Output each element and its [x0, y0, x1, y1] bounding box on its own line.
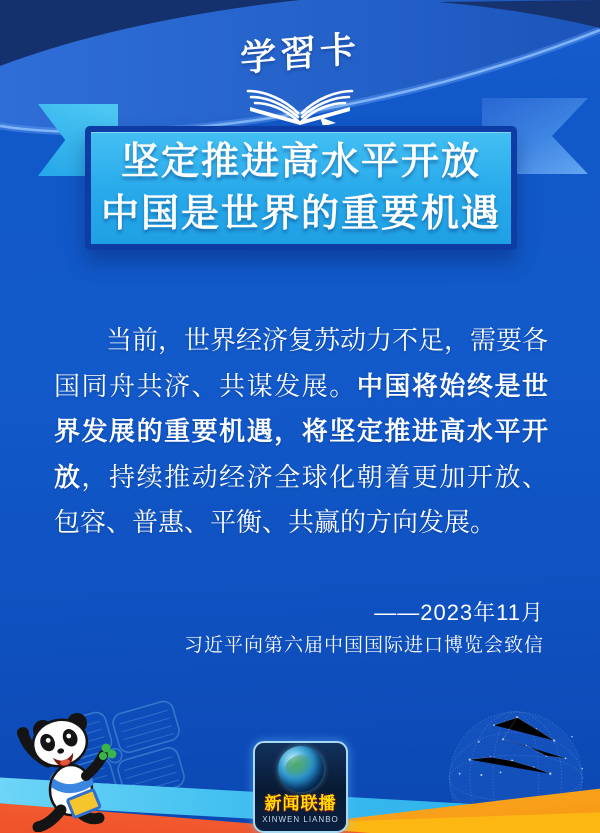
quote-text-bold: 中国将始终是世界发展的重要机遇，将坚定推进高水平开放	[54, 370, 548, 492]
title-banner	[85, 126, 517, 250]
quote-paragraph	[54, 318, 548, 546]
xinwen-lianbo-subtitle: XINWEN LIANBO	[262, 815, 339, 824]
earth-icon	[278, 746, 324, 792]
panda-mascot-icon	[14, 706, 126, 832]
attribution-source: 习近平向第六届中国国际进口博览会致信	[183, 635, 544, 656]
study-card-logo-text: 学習卡	[239, 27, 361, 80]
xinwen-lianbo-title: 新闻联播	[264, 794, 337, 813]
title-line-2: 中国是世界的重要机遇	[100, 193, 501, 235]
quote-text-normal-1: 当前，世界经济复苏动力不足，需要各国同舟共济、共谋发展。	[54, 325, 549, 401]
ribbon-title-banner	[0, 0, 600, 280]
quote-text-normal-2: ，持续推动经济全球化朝着更加开放、包容、普惠、平衡、共赢的方向发展。	[54, 461, 548, 537]
xinwen-lianbo-logo	[253, 741, 348, 833]
title-line-1: 坚定推进高水平开放	[120, 141, 481, 183]
attribution-date: ——2023年11月	[374, 600, 544, 625]
attribution-block	[64, 596, 544, 662]
